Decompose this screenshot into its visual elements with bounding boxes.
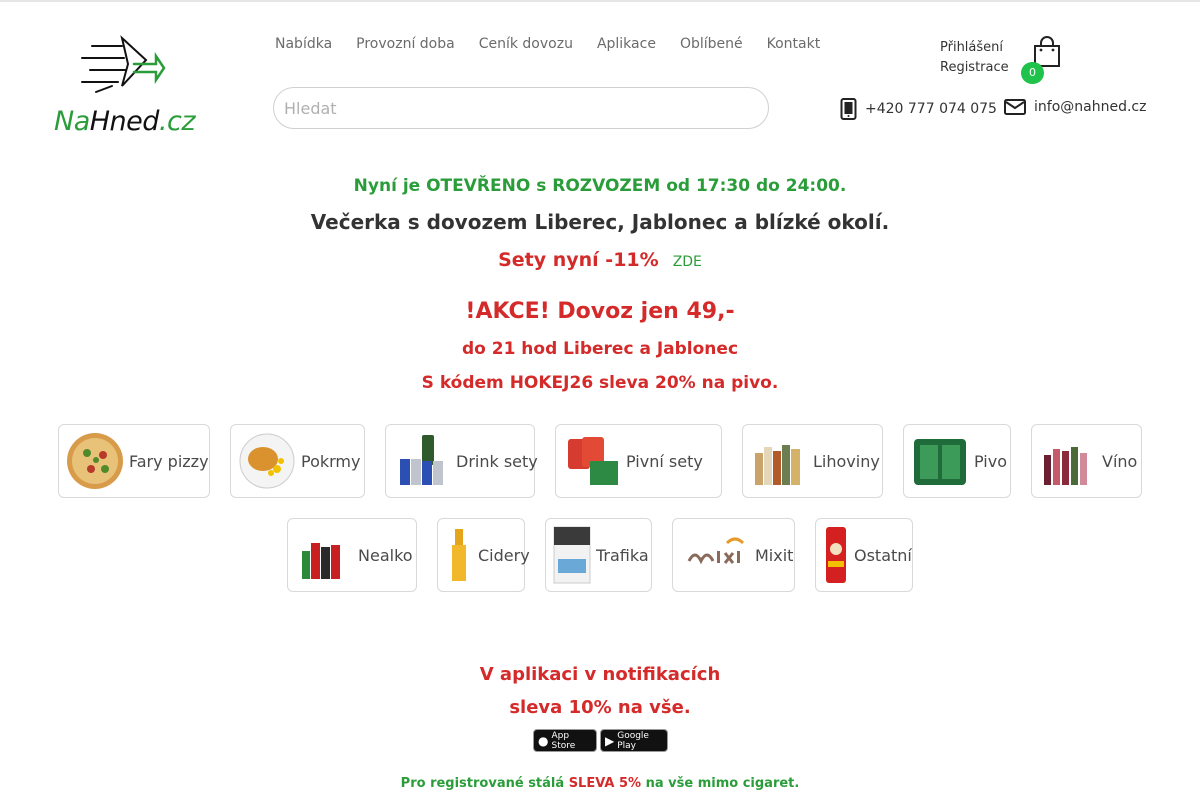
beer-pack-icon — [910, 431, 970, 491]
category-label: Nealko — [358, 545, 413, 565]
nav-provozni-doba[interactable]: Provozní doba — [356, 36, 455, 52]
cart-count-badge: 0 — [1021, 62, 1044, 84]
google-play-button[interactable] — [600, 729, 668, 752]
sety-promo — [0, 249, 1200, 271]
search-input[interactable] — [273, 87, 769, 129]
arrows-logo-icon — [52, 34, 204, 104]
category-tile-lihoviny[interactable] — [742, 424, 883, 498]
nav-oblibene[interactable]: Oblíbené — [679, 36, 743, 52]
sety-promo-text: Sety nyní -11% — [498, 249, 659, 271]
akce-headline: !AKCE! Dovoz jen 49,- — [465, 299, 735, 324]
category-label: Pivní sety — [626, 451, 703, 471]
mixit-logo-icon — [679, 525, 751, 585]
phone-contact[interactable] — [840, 98, 997, 120]
category-tile-ostatni[interactable] — [815, 518, 913, 592]
app-promo-line2: sleva 10% na vše. — [509, 697, 691, 718]
cider-icon — [444, 525, 474, 585]
main-nav — [275, 36, 844, 52]
play-icon: ▶ — [605, 733, 615, 748]
registered-prefix: Pro registrované stálá — [400, 776, 565, 791]
email-contact[interactable] — [1004, 98, 1146, 116]
category-label: Lihoviny — [813, 451, 880, 471]
category-tile-pokrmy[interactable] — [230, 424, 365, 498]
category-tile-drink-sety[interactable] — [385, 424, 538, 498]
category-label: Mixit — [755, 545, 794, 565]
app-promo-line1: V aplikaci v notifikacích — [479, 664, 721, 685]
category-tile-trafika[interactable] — [545, 518, 652, 592]
google-play-label: Google Play — [617, 730, 649, 751]
app-store-label: App Store — [551, 730, 576, 751]
nav-aplikace[interactable]: Aplikace — [596, 36, 656, 52]
phone-icon — [840, 98, 857, 120]
category-tile-mixit[interactable] — [672, 518, 795, 592]
spirits-icon — [749, 431, 809, 491]
category-label: Cidery — [478, 545, 530, 565]
category-label: Fary pizzy — [129, 451, 209, 471]
registered-suffix: na vše mimo cigaret. — [645, 776, 800, 791]
category-tile-vino[interactable] — [1031, 424, 1142, 498]
logo-na: Na — [54, 106, 90, 137]
category-tile-pivni-sety[interactable] — [555, 424, 722, 498]
nav-nabidka[interactable]: Nabídka — [275, 36, 333, 52]
account-links — [940, 38, 1009, 78]
page-subtitle: Večerka s dovozem Liberec, Jablonec a blízké okolí. — [310, 210, 890, 234]
registered-highlight: SLEVA 5% — [568, 776, 642, 791]
category-tile-cidery[interactable] — [437, 518, 530, 592]
nav-kontakt[interactable]: Kontakt — [766, 36, 821, 52]
promo-code-line: S kódem HOKEJ26 sleva 20% na pivo. — [421, 373, 779, 393]
category-label: Trafika — [596, 545, 649, 565]
schnitzel-icon — [237, 431, 297, 491]
logo-cz: .cz — [158, 106, 196, 137]
opening-status: Nyní je OTEVŘENO s ROZVOZEM od 17:30 do 24:00. — [353, 176, 847, 196]
cigarettes-icon — [552, 525, 592, 585]
sety-promo-link[interactable]: ZDE — [672, 254, 702, 270]
top-border — [0, 0, 1200, 2]
category-label: Pivo — [974, 451, 1007, 471]
category-label: Víno — [1102, 451, 1138, 471]
drink-set-icon — [392, 431, 452, 491]
category-label: Ostatní — [854, 545, 912, 565]
pizza-icon — [65, 431, 125, 491]
logo-text — [54, 106, 195, 137]
chips-can-icon — [822, 525, 850, 585]
akce-until: do 21 hod Liberec a Jablonec — [461, 339, 739, 359]
category-label: Drink sety — [456, 451, 538, 471]
registered-discount — [0, 776, 1200, 791]
soft-drinks-icon — [294, 525, 354, 585]
register-link[interactable]: Registrace — [940, 60, 1009, 75]
category-label: Pokrmy — [301, 451, 361, 471]
apple-icon: ● — [538, 733, 549, 748]
app-store-button[interactable] — [533, 729, 597, 752]
phone-number: +420 777 074 075 — [865, 101, 997, 117]
category-tile-pivo[interactable] — [903, 424, 1011, 498]
nav-cenik-dovozu[interactable]: Ceník dovozu — [478, 36, 573, 52]
site-logo[interactable] — [52, 34, 204, 140]
beer-set-icon — [562, 431, 622, 491]
logo-hned: Hned — [89, 106, 159, 137]
category-tile-nealko[interactable] — [287, 518, 417, 592]
mail-icon — [1004, 98, 1026, 116]
email-address: info@nahned.cz — [1034, 99, 1147, 115]
category-tile-fary-pizzy[interactable] — [58, 424, 210, 498]
login-link[interactable]: Přihlášení — [940, 40, 1004, 55]
wine-icon — [1038, 431, 1098, 491]
